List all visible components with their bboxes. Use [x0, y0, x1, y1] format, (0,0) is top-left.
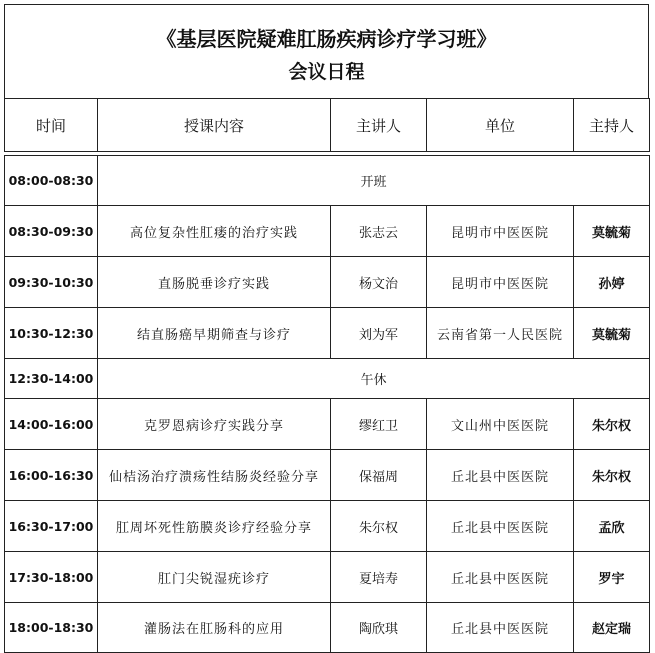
content-cell: 仙桔汤治疗溃疡性结肠炎经验分享	[98, 450, 331, 501]
document-title: 《基层医院疑难肛肠疾病诊疗学习班》	[156, 27, 497, 51]
header-content: 授课内容	[98, 99, 331, 152]
table-row	[5, 206, 650, 257]
host-cell: 孙婷	[574, 257, 650, 308]
speaker-cell: 保福周	[331, 450, 427, 501]
content-cell: 肛周坏死性筋膜炎诊疗经验分享	[98, 501, 331, 552]
time-cell: 08:00-08:30	[5, 156, 98, 206]
time-cell: 17:30-18:00	[5, 552, 98, 603]
host-cell: 罗宇	[574, 552, 650, 603]
unit-cell: 昆明市中医医院	[427, 257, 574, 308]
speaker-cell: 刘为军	[331, 308, 427, 359]
header-unit: 单位	[427, 99, 574, 152]
header-speaker: 主讲人	[331, 99, 427, 152]
schedule-table	[4, 98, 650, 653]
table-row	[5, 450, 650, 501]
table-row	[5, 501, 650, 552]
time-cell: 12:30-14:00	[5, 359, 98, 399]
content-cell: 灌肠法在肛肠科的应用	[98, 603, 331, 653]
table-row	[5, 308, 650, 359]
speaker-cell: 朱尔权	[331, 501, 427, 552]
time-cell: 16:30-17:00	[5, 501, 98, 552]
speaker-cell: 陶欣琪	[331, 603, 427, 653]
table-row	[5, 399, 650, 450]
speaker-cell: 缪红卫	[331, 399, 427, 450]
title-area	[4, 4, 649, 98]
content-cell: 肛门尖锐湿疣诊疗	[98, 552, 331, 603]
host-cell: 莫毓菊	[574, 206, 650, 257]
host-cell: 朱尔权	[574, 399, 650, 450]
content-cell: 结直肠癌早期筛查与诊疗	[98, 308, 331, 359]
unit-cell: 丘北县中医医院	[427, 552, 574, 603]
merged-cell: 开班	[98, 156, 650, 206]
time-cell: 16:00-16:30	[5, 450, 98, 501]
table-row	[5, 156, 650, 206]
time-cell: 18:00-18:30	[5, 603, 98, 653]
speaker-cell: 夏培寿	[331, 552, 427, 603]
table-row	[5, 552, 650, 603]
merged-cell: 午休	[98, 359, 650, 399]
unit-cell: 丘北县中医医院	[427, 501, 574, 552]
time-cell: 09:30-10:30	[5, 257, 98, 308]
speaker-cell: 张志云	[331, 206, 427, 257]
content-cell: 高位复杂性肛瘘的治疗实践	[98, 206, 331, 257]
schedule-sheet	[4, 4, 649, 648]
unit-cell: 文山州中医医院	[427, 399, 574, 450]
header-host: 主持人	[574, 99, 650, 152]
host-cell: 赵定瑞	[574, 603, 650, 653]
host-cell: 朱尔权	[574, 450, 650, 501]
unit-cell: 云南省第一人民医院	[427, 308, 574, 359]
time-cell: 08:30-09:30	[5, 206, 98, 257]
speaker-cell: 杨文治	[331, 257, 427, 308]
content-cell: 直肠脱垂诊疗实践	[98, 257, 331, 308]
host-cell: 莫毓菊	[574, 308, 650, 359]
content-cell: 克罗恩病诊疗实践分享	[98, 399, 331, 450]
table-row	[5, 257, 650, 308]
document-subtitle: 会议日程	[288, 61, 365, 83]
table-row	[5, 603, 650, 653]
time-cell: 14:00-16:00	[5, 399, 98, 450]
unit-cell: 丘北县中医医院	[427, 603, 574, 653]
unit-cell: 昆明市中医医院	[427, 206, 574, 257]
table-row	[5, 359, 650, 399]
header-row	[5, 99, 650, 152]
header-time: 时间	[5, 99, 98, 152]
unit-cell: 丘北县中医医院	[427, 450, 574, 501]
host-cell: 孟欣	[574, 501, 650, 552]
time-cell: 10:30-12:30	[5, 308, 98, 359]
